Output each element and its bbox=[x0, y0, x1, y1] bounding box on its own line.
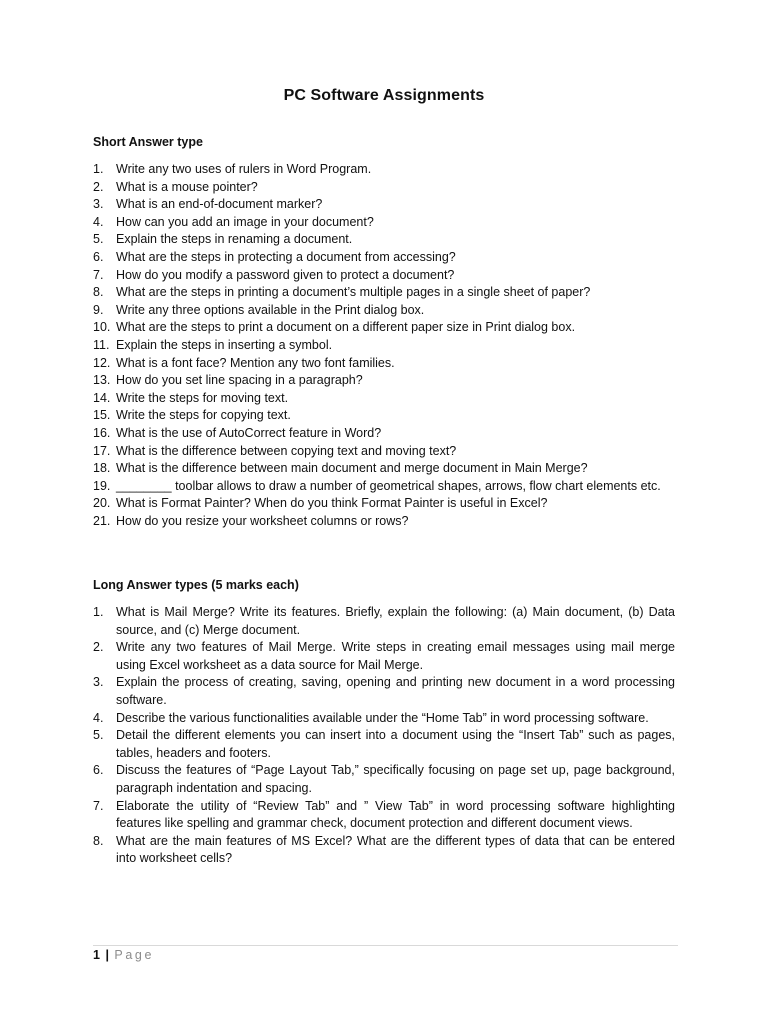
item-text: What is an end-of-document marker? bbox=[116, 197, 323, 212]
item-number: 8. bbox=[93, 833, 104, 848]
item-text: How can you add an image in your document? bbox=[116, 214, 374, 229]
item-number: 5. bbox=[93, 232, 104, 247]
item-text: Detail the different elements you can insert into a document using the “Insert Tab” such as pages, tables, headers and footers. bbox=[116, 728, 675, 760]
item-text: What are the steps in protecting a document from accessing? bbox=[116, 249, 456, 264]
item-text: Explain the steps in inserting a symbol. bbox=[116, 337, 333, 352]
item-text: Write any three options available in the Print dialog box. bbox=[116, 302, 425, 317]
list-item bbox=[93, 727, 675, 762]
item-number: 3. bbox=[93, 197, 104, 212]
item-text: What are the steps to print a document on a different paper size in Print dialog box. bbox=[116, 320, 576, 335]
item-text: Write the steps for moving text. bbox=[116, 390, 289, 405]
footer-divider bbox=[93, 945, 678, 946]
list-item bbox=[93, 267, 675, 285]
list-item bbox=[93, 390, 675, 408]
item-number: 7. bbox=[93, 267, 104, 282]
item-text: What is a mouse pointer? bbox=[116, 179, 258, 194]
item-text: What is the difference between copying text and moving text? bbox=[116, 443, 457, 458]
item-number: 9. bbox=[93, 302, 104, 317]
item-number: 21. bbox=[93, 513, 111, 528]
list-item bbox=[93, 161, 675, 179]
short-answer-heading: Short Answer type bbox=[93, 135, 203, 149]
item-number: 10. bbox=[93, 320, 111, 335]
long-answer-heading: Long Answer types (5 marks each) bbox=[93, 578, 299, 592]
item-number: 18. bbox=[93, 461, 111, 476]
item-number: 12. bbox=[93, 355, 111, 370]
list-item bbox=[93, 249, 675, 267]
short-answer-list bbox=[93, 161, 675, 530]
item-number: 15. bbox=[93, 408, 111, 423]
page-number: 1 bbox=[93, 948, 100, 962]
item-number: 8. bbox=[93, 285, 104, 300]
item-number: 4. bbox=[93, 710, 104, 725]
list-item bbox=[93, 460, 675, 478]
item-number: 6. bbox=[93, 763, 104, 778]
item-text: Write the steps for copying text. bbox=[116, 408, 291, 423]
list-item bbox=[93, 302, 675, 320]
list-item bbox=[93, 214, 675, 232]
item-text: Write any two uses of rulers in Word Program. bbox=[116, 162, 372, 176]
item-text: What is the difference between main document and merge document in Main Merge? bbox=[116, 461, 588, 476]
list-item bbox=[93, 798, 675, 833]
page-label: Page bbox=[114, 948, 155, 962]
item-number: 6. bbox=[93, 249, 104, 264]
item-number: 7. bbox=[93, 798, 104, 813]
item-text: ________ toolbar allows to draw a number of geometrical shapes, arrows, flow chart elements etc. bbox=[116, 478, 661, 493]
item-number: 14. bbox=[93, 390, 111, 405]
item-text: How do you resize your worksheet columns or rows? bbox=[116, 513, 409, 528]
list-item bbox=[93, 355, 675, 373]
list-item bbox=[93, 674, 675, 709]
item-number: 5. bbox=[93, 728, 104, 743]
list-item bbox=[93, 762, 675, 797]
item-number: 13. bbox=[93, 373, 111, 388]
item-text: What is Mail Merge? Write its features. Briefly, explain the following: (a) Main document, (b) Data source, and (c) Merge document. bbox=[116, 605, 675, 637]
item-text: Discuss the features of “Page Layout Tab,” specifically focusing on page set up, page background, paragraph indentation and spacing. bbox=[116, 763, 675, 795]
list-item bbox=[93, 179, 675, 197]
list-item bbox=[93, 196, 675, 214]
list-item bbox=[93, 407, 675, 425]
list-item bbox=[93, 284, 675, 302]
item-text: Elaborate the utility of “Review Tab” and ” View Tab” in word processing software highlighting features like spelling and grammar check, document protection and different document views. bbox=[116, 798, 675, 831]
item-text: What are the main features of MS Excel? What are the different types of data that can be entered into worksheet cells? bbox=[116, 833, 675, 866]
item-text: Explain the process of creating, saving, opening and printing new document in a word processing software. bbox=[116, 675, 675, 707]
list-item bbox=[93, 337, 675, 355]
list-item bbox=[93, 478, 675, 496]
list-item bbox=[93, 231, 675, 249]
item-number: 2. bbox=[93, 179, 104, 194]
item-text: How do you set line spacing in a paragraph? bbox=[116, 373, 363, 388]
item-number: 3. bbox=[93, 675, 104, 690]
list-item bbox=[93, 604, 675, 639]
item-text: Explain the steps in renaming a document. bbox=[116, 232, 353, 247]
list-item bbox=[93, 710, 675, 728]
item-number: 17. bbox=[93, 443, 111, 458]
list-item bbox=[93, 319, 675, 337]
item-text: What is Format Painter? When do you think Format Painter is useful in Excel? bbox=[116, 496, 548, 511]
page-footer bbox=[93, 948, 154, 962]
item-number: 1. bbox=[93, 162, 104, 176]
item-text: What are the steps in printing a document’s multiple pages in a single sheet of paper? bbox=[116, 285, 591, 300]
list-item bbox=[93, 425, 675, 443]
item-number: 2. bbox=[93, 640, 104, 655]
list-item bbox=[93, 443, 675, 461]
list-item bbox=[93, 372, 675, 390]
list-item bbox=[93, 833, 675, 868]
item-text: Write any two features of Mail Merge. Write steps in creating email messages using mail merge using Excel worksheet as a data source for Mail Merge. bbox=[116, 640, 675, 672]
footer-separator: | bbox=[105, 948, 109, 962]
list-item bbox=[93, 495, 675, 513]
item-number: 11. bbox=[93, 337, 110, 352]
long-answer-list bbox=[93, 604, 675, 868]
page-title: PC Software Assignments bbox=[283, 87, 485, 104]
item-number: 19. bbox=[93, 478, 111, 493]
item-text: Describe the various functionalities available under the “Home Tab” in word processing software. bbox=[116, 710, 649, 725]
item-text: What is the use of AutoCorrect feature in Word? bbox=[116, 425, 382, 440]
list-item bbox=[93, 513, 675, 531]
item-number: 16. bbox=[93, 425, 111, 440]
item-text: How do you modify a password given to protect a document? bbox=[116, 267, 455, 282]
list-item bbox=[93, 639, 675, 674]
item-number: 20. bbox=[93, 496, 111, 511]
item-number: 4. bbox=[93, 214, 104, 229]
item-text: What is a font face? Mention any two font families. bbox=[116, 355, 395, 370]
item-number: 1. bbox=[93, 605, 104, 619]
